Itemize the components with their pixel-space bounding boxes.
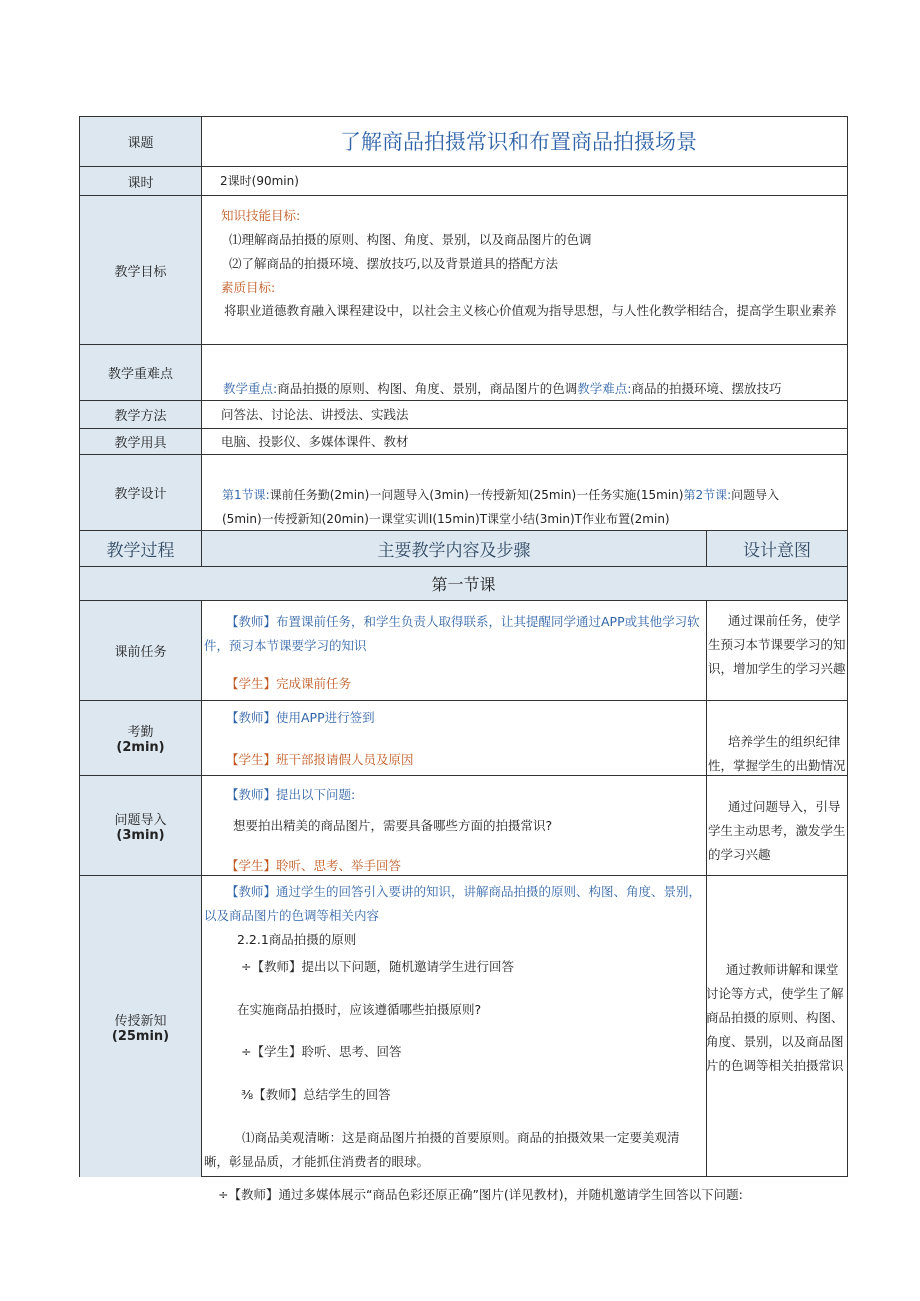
- lesson-title: 了解商品拍摄常识和布置商品拍摄场景: [340, 130, 697, 154]
- teach-step-2: ÷【学生】聆听、思考、回答: [241, 1044, 402, 1059]
- keypoints-line: [223, 380, 781, 398]
- footer-line: ÷【教师】通过多媒体展示“商品色彩还原正确”图片(详见教材)，并随机邀请学生回答以下问题:: [218, 1187, 743, 1202]
- label-keypoints: 教学重难点: [80, 345, 201, 400]
- divider: [79, 400, 848, 401]
- divider: [706, 600, 707, 1177]
- knowledge-heading: 知识技能目标:: [221, 208, 301, 223]
- session2-tag: 第2节课:: [683, 488, 732, 502]
- teach-step-1: ÷【教师】提出以下问题，随机邀请学生进行回答: [241, 959, 514, 974]
- divider: [201, 600, 202, 1177]
- label-methods: 教学方法: [80, 401, 201, 428]
- session2-text-a: 问题导入: [731, 488, 780, 502]
- session1-tag: 第1节课:: [222, 488, 270, 502]
- attendance-intent: 培养学生的组织纪律性，掌握学生的出勤情况: [708, 734, 846, 773]
- divider: [79, 195, 848, 196]
- intro-teacher: 【教师】提出以下问题:: [226, 787, 356, 802]
- label-design: 教学设计: [80, 455, 201, 530]
- pre-task-student: 【学生】完成课前任务: [226, 676, 352, 691]
- divider: [79, 166, 848, 167]
- pre-task-teacher: 【教师】布置课前任务，和学生负责人取得联系，让其提醒同学通过APP或其他学习软件，预习本节课要学习的知识: [204, 614, 700, 653]
- teach-time: (25min): [111, 1028, 170, 1044]
- difficulty-tag: 教学难点:: [577, 381, 632, 396]
- intro-question: 想要拍出精美的商品图片，需要具备哪些方面的拍摄常识?: [233, 818, 553, 833]
- label-goals: 教学目标: [80, 196, 201, 344]
- goal-knowledge-1: ⑴理解商品拍摄的原则、构图、角度、景别，以及商品图片的色调: [229, 232, 592, 247]
- divider: [79, 344, 848, 345]
- label-hours: 课时: [80, 167, 201, 195]
- teach-subsection: 2.2.1商品拍摄的原则: [237, 932, 357, 947]
- goal-quality-1: 将职业道德教育融入课程建设中，以社会主义核心价值观为指导思想，与人性化教学相结合，提高学生职业素养: [224, 303, 837, 318]
- divider: [79, 428, 848, 429]
- stage-pre-task-label: 课前任务: [80, 601, 201, 700]
- header-intent: 设计意图: [707, 531, 847, 566]
- divider: [79, 454, 848, 455]
- teach-step-3: ⅜【教师】总结学生的回答: [241, 1087, 391, 1102]
- divider: [706, 530, 707, 567]
- label-tools: 教学用具: [80, 429, 201, 454]
- intro-intent: 通过问题导入，引导学生主动思考，激发学生的学习兴趣: [708, 799, 846, 862]
- divider: [201, 116, 202, 531]
- goal-knowledge-2: ⑵了解商品的拍摄环境、摆放技巧,以及背景道具的搭配方法: [229, 256, 558, 271]
- difficulty-text: 商品的拍摄环境、摆放技巧: [631, 381, 782, 396]
- design-line-1: [222, 486, 779, 504]
- intro-student: 【学生】聆听、思考、举手回答: [226, 858, 402, 873]
- stage-teach-label: 传授新知 (25min): [80, 876, 201, 1177]
- hours-value: 2课时(90min): [220, 174, 299, 188]
- attendance-teacher: 【教师】使用APP进行签到: [226, 710, 375, 725]
- attendance-time: (2min): [116, 740, 165, 755]
- header-process: 教学过程: [80, 531, 201, 566]
- teach-teacher: 【教师】通过学生的回答引入要讲的知识，讲解商品拍摄的原则、构图、角度、景别，以及商品图片的色调等相关内容: [204, 884, 702, 923]
- attendance-student: 【学生】班干部报请假人员及原因: [226, 752, 414, 767]
- intro-time: (3min): [116, 827, 165, 843]
- quality-heading: 素质目标:: [221, 280, 276, 295]
- pre-task-intent: 通过课前任务，使学生预习本节课要学习的知识，增加学生的学习兴趣: [708, 613, 846, 676]
- key-text: 商品拍摄的原则、构图、角度、景别，商品图片的色调: [277, 381, 578, 396]
- design-line-2: (5min)一传授新知(20min)一课堂实训I(15min)T课堂小结(3min)T作业布置(2min): [222, 512, 670, 526]
- teach-question: 在实施商品拍摄时，应该遵循哪些拍摄原则?: [237, 1002, 482, 1017]
- methods-value: 问答法、讨论法、讲授法、实践法: [221, 407, 409, 422]
- tools-value: 电脑、投影仪、多媒体课件、教材: [221, 434, 409, 449]
- key-tag: 教学重点:: [223, 381, 278, 396]
- session1-text: 课前任务勤(2min)一问题导入(3min)一传授新知(25min)一任务实施(15min): [269, 488, 684, 502]
- section-title: 第一节课: [80, 567, 847, 600]
- divider: [201, 530, 202, 567]
- stage-attendance-label: 考勤 (2min): [80, 701, 201, 775]
- label-topic: 课题: [80, 117, 201, 166]
- stage-intro-label: 问题导入 (3min): [80, 776, 201, 875]
- teach-point-1: ⑴商品美观清晰：这是商品图片拍摄的首要原则。商品的拍摄效果一定要美观清晰，彰显品质，才能抓住消费者的眼球。: [204, 1130, 680, 1169]
- header-content: 主要教学内容及步骤: [202, 531, 706, 566]
- teach-intent: 通过教师讲解和课堂讨论等方式，使学生了解商品拍摄的原则、构图、角度、景别，以及商品图片的色调等相关拍摄常识: [706, 962, 844, 1073]
